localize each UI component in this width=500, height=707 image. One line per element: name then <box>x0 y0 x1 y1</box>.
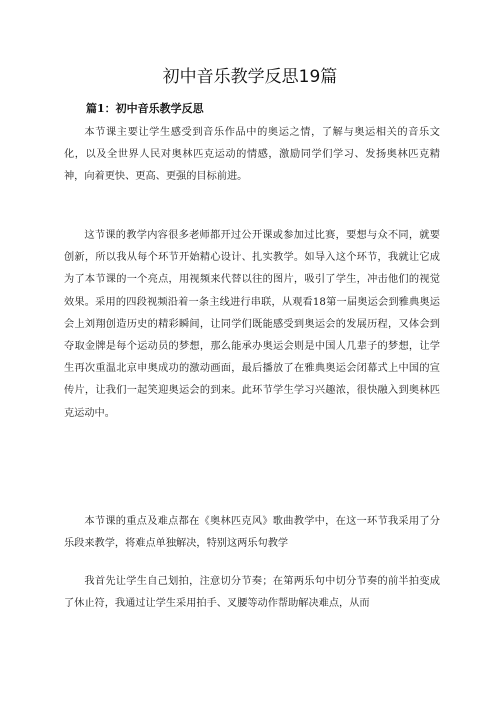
paragraph: 这节课的教学内容很多老师都开过公开课或参加过比赛，要想与众不同，就要创新，所以我从每个环节开始精心设计、扎实教学。如导入这个环节，我就让它成为了本节课的一个亮点，用视频来代替以往的图片，吸引了学生，冲击他们的视觉效果。采用的四段视频沿着一条主线进行串联，从观看18第一届奥运会到雅典奥运会上刘翔创造历史的精彩瞬间，让同学们既能感受到奥运会的发展历程，又体会到夺取金牌是每个运动员的梦想，那么能承办奥运会则是中国人几辈子的梦想，让学生再次重温北京申奥成功的激动画面，最后播放了在雅典奥运会闭幕式上中国的宣传片，让我们一起笑迎奥运会的到来。此环节学生学习兴趣浓，很快融入到奥林匹克运动中。 <box>64 230 440 419</box>
section-heading: 篇1：初中音乐教学反思 <box>86 102 204 115</box>
paragraph: 我首先让学生自己划拍，注意切分节奏；在第两乐句中切分节奏的前半拍变成了休止符，我通过让学生采用拍手、叉腰等动作帮助解决难点，从而 <box>64 576 440 610</box>
paragraph: 本节课的重点及难点都在《奥林匹克风》歌曲教学中，在这一环节我采用了分乐段来教学，将难点单独解决，特别这两乐句教学 <box>64 516 440 550</box>
paragraph: 本节课主要让学生感受到音乐作品中的奥运之情，了解与奥运相关的音乐文化，以及全世界人民对奥林匹克运动的情感，激励同学们学习、发扬奥林匹克精神，向着更快、更高、更强的目标前进。 <box>64 127 440 183</box>
document-title: 初中音乐教学反思19篇 <box>162 67 338 87</box>
